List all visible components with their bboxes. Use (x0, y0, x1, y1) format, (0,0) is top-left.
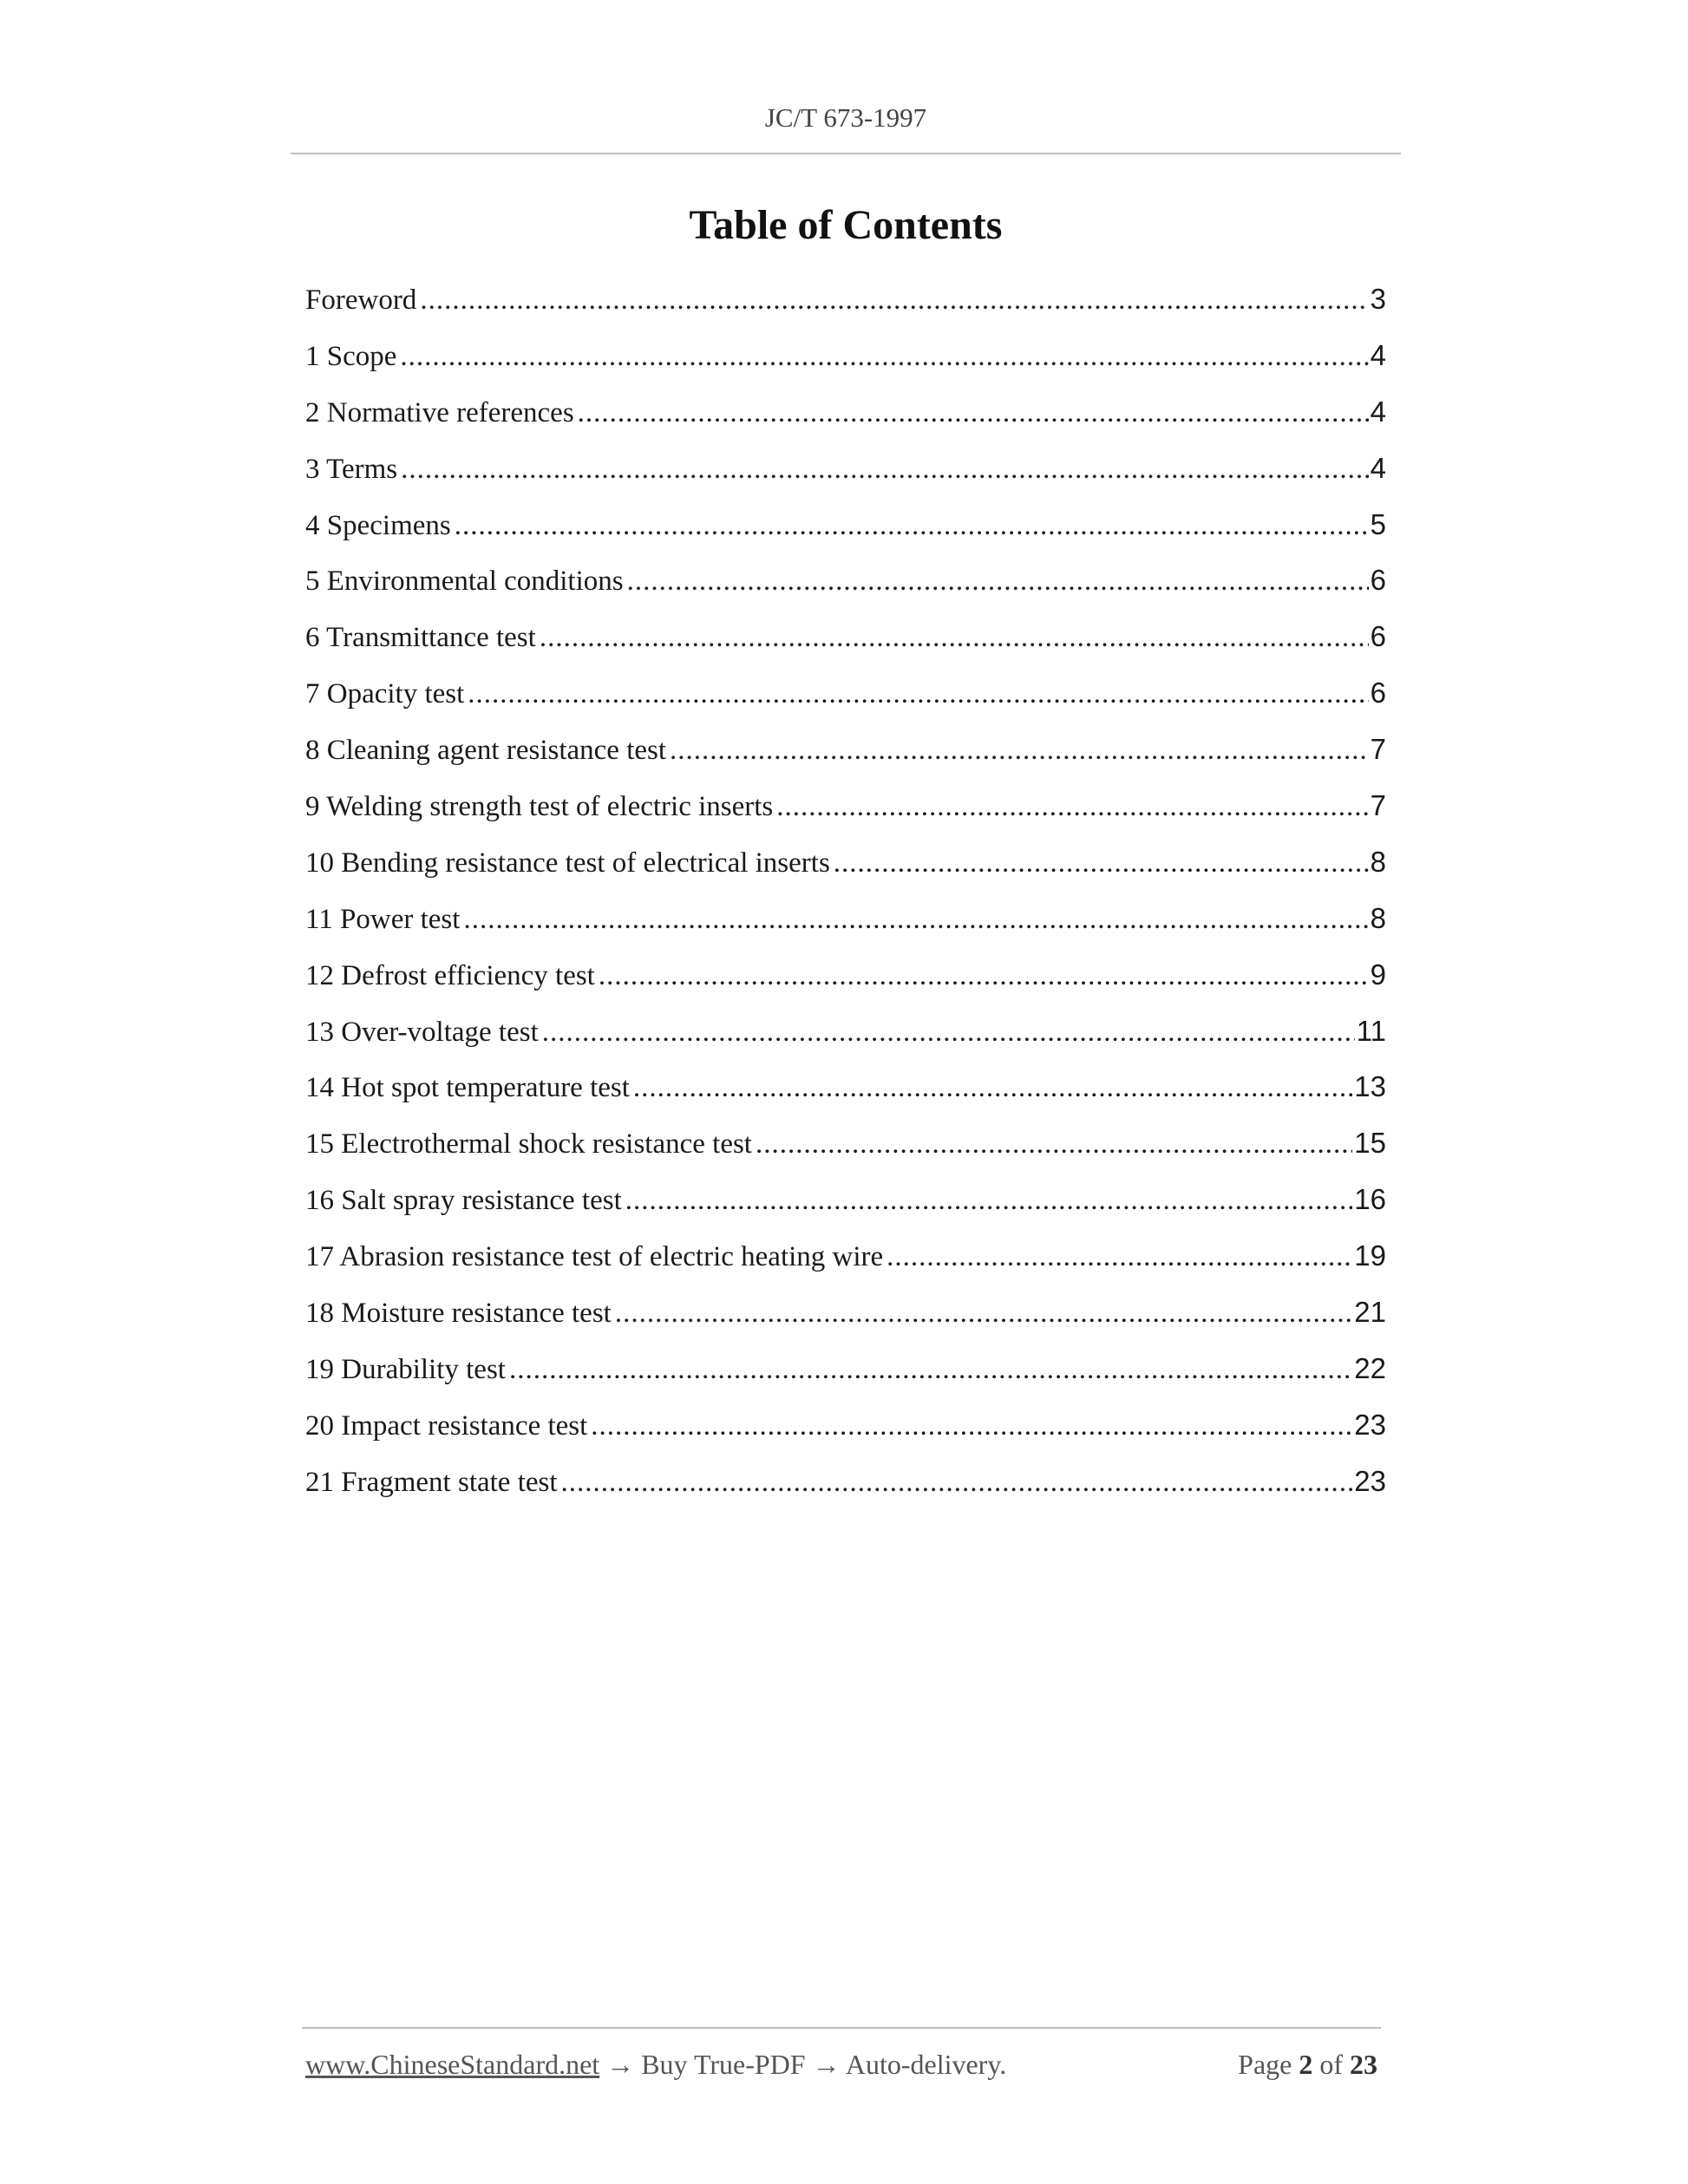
toc-entry-label: 10 Bending resistance test of electrical inserts (305, 847, 830, 879)
dot-leader (776, 791, 1368, 823)
dot-leader (887, 1241, 1352, 1273)
toc-entry-terms[interactable] (305, 452, 1386, 508)
toc-entry-label: 12 Defrost efficiency test (305, 959, 595, 991)
dot-leader (670, 735, 1369, 767)
toc-entry-label: 19 Durability test (305, 1353, 506, 1385)
page-indicator (1238, 2049, 1377, 2081)
toc-entry-label: 3 Terms (305, 453, 398, 485)
dot-leader (463, 904, 1368, 936)
toc-entry-page: 6 (1370, 620, 1386, 653)
toc-entry-page: 7 (1370, 733, 1386, 766)
toc-entry-label: 20 Impact resistance test (305, 1409, 588, 1442)
toc-entry-page: 9 (1370, 958, 1386, 991)
toc-entry-label: 13 Over-voltage test (305, 1016, 539, 1048)
page-of-word: of (1319, 2049, 1343, 2080)
dot-leader (561, 1467, 1353, 1499)
dot-leader (468, 678, 1368, 710)
dot-leader (625, 1185, 1353, 1217)
toc-entry-normative-references[interactable] (305, 396, 1386, 452)
page-footer (305, 2049, 1377, 2081)
toc-entry-label: 21 Fragment state test (305, 1466, 558, 1498)
toc-entry-welding-strength-test[interactable] (305, 789, 1386, 846)
footer-divider (302, 2027, 1381, 2029)
site-link[interactable]: www.ChineseStandard.net (305, 2049, 600, 2080)
toc-entry-label: 2 Normative references (305, 396, 574, 428)
toc-entry-scope[interactable] (305, 339, 1386, 396)
toc-entry-page: 23 (1354, 1408, 1386, 1441)
dot-leader (627, 566, 1369, 598)
toc-entry-impact-resistance-test[interactable] (305, 1409, 1386, 1465)
toc-entry-label: 1 Scope (305, 340, 397, 372)
buy-true-pdf-text: Buy True-PDF (641, 2049, 806, 2080)
toc-entry-electrothermal-shock-test[interactable] (305, 1127, 1386, 1183)
dot-leader (420, 284, 1368, 317)
toc-entry-page: 21 (1354, 1296, 1386, 1329)
toc-entry-page: 6 (1370, 677, 1386, 709)
document-header (291, 102, 1401, 134)
dot-leader (540, 622, 1369, 654)
dot-leader (756, 1128, 1352, 1161)
toc-entry-label: 7 Opacity test (305, 678, 465, 710)
toc-entry-label: 6 Transmittance test (305, 622, 536, 654)
toc-entry-abrasion-resistance-test[interactable] (305, 1239, 1386, 1296)
toc-entry-page: 6 (1370, 564, 1386, 597)
toc-entry-salt-spray-resistance-test[interactable] (305, 1183, 1386, 1239)
arrow-right-icon: → (812, 2049, 841, 2080)
toc-entry-page: 4 (1370, 451, 1386, 484)
table-of-contents (305, 283, 1386, 1521)
toc-entry-page: 7 (1370, 789, 1386, 822)
toc-entry-page: 15 (1354, 1127, 1386, 1160)
page-total: 23 (1350, 2049, 1377, 2080)
toc-entry-page: 5 (1370, 507, 1386, 540)
toc-entry-page: 22 (1354, 1351, 1386, 1384)
toc-entry-bending-resistance-test[interactable] (305, 846, 1386, 902)
toc-entry-label: 15 Electrothermal shock resistance test (305, 1128, 752, 1161)
toc-entry-page: 4 (1370, 338, 1386, 371)
toc-entry-page: 3 (1370, 283, 1386, 315)
toc-entry-cleaning-agent-resistance-test[interactable] (305, 733, 1386, 789)
toc-entry-label: 16 Salt spray resistance test (305, 1185, 622, 1217)
toc-entry-power-test[interactable] (305, 902, 1386, 958)
toc-entry-label: 4 Specimens (305, 509, 451, 541)
toc-entry-page: 11 (1356, 1014, 1386, 1047)
dot-leader (578, 397, 1369, 429)
dot-leader (633, 1072, 1352, 1104)
toc-entry-label: 14 Hot spot temperature test (305, 1072, 630, 1104)
toc-entry-label: 9 Welding strength test of electric inserts (305, 791, 774, 823)
toc-entry-label: 17 Abrasion resistance test of electric heating wire (305, 1241, 884, 1273)
footer-promo (305, 2049, 1006, 2081)
toc-entry-specimens[interactable] (305, 508, 1386, 565)
toc-entry-page: 13 (1354, 1070, 1386, 1103)
toc-entry-hot-spot-temperature-test[interactable] (305, 1070, 1386, 1127)
auto-delivery-text: Auto-delivery. (845, 2049, 1007, 2080)
toc-entry-defrost-efficiency-test[interactable] (305, 958, 1386, 1015)
arrow-right-icon: → (606, 2049, 635, 2080)
document-code: JC/T 673-1997 (764, 102, 927, 133)
dot-leader (401, 454, 1368, 486)
dot-leader (455, 510, 1369, 542)
toc-entry-label: Foreword (305, 284, 417, 316)
dot-leader (599, 960, 1369, 992)
toc-entry-page: 16 (1354, 1183, 1386, 1216)
toc-entry-label: 5 Environmental conditions (305, 566, 624, 598)
toc-entry-page: 23 (1354, 1464, 1386, 1497)
toc-entry-over-voltage-test[interactable] (305, 1015, 1386, 1071)
toc-entry-transmittance-test[interactable] (305, 620, 1386, 677)
toc-entry-foreword[interactable] (305, 283, 1386, 339)
toc-entry-environmental-conditions[interactable] (305, 564, 1386, 620)
page-current: 2 (1299, 2049, 1313, 2080)
dot-leader (400, 341, 1368, 373)
toc-entry-label: 8 Cleaning agent resistance test (305, 735, 667, 767)
page-word: Page (1238, 2049, 1292, 2080)
dot-leader (509, 1354, 1352, 1386)
toc-entry-opacity-test[interactable] (305, 677, 1386, 733)
toc-entry-fragment-state-test[interactable] (305, 1465, 1386, 1521)
toc-entry-moisture-resistance-test[interactable] (305, 1296, 1386, 1352)
toc-title: Table of Contents (689, 202, 1003, 248)
toc-entry-page: 8 (1370, 845, 1386, 878)
toc-entry-durability-test[interactable] (305, 1352, 1386, 1409)
toc-entry-page: 4 (1370, 395, 1386, 428)
dot-leader (834, 847, 1369, 879)
toc-entry-page: 8 (1370, 901, 1386, 934)
dot-leader (542, 1017, 1355, 1049)
toc-entry-label: 18 Moisture resistance test (305, 1298, 612, 1330)
dot-leader (615, 1298, 1352, 1330)
header-divider (291, 153, 1401, 154)
toc-entry-label: 11 Power test (305, 903, 461, 935)
dot-leader (591, 1410, 1352, 1442)
toc-entry-page: 19 (1354, 1239, 1386, 1272)
